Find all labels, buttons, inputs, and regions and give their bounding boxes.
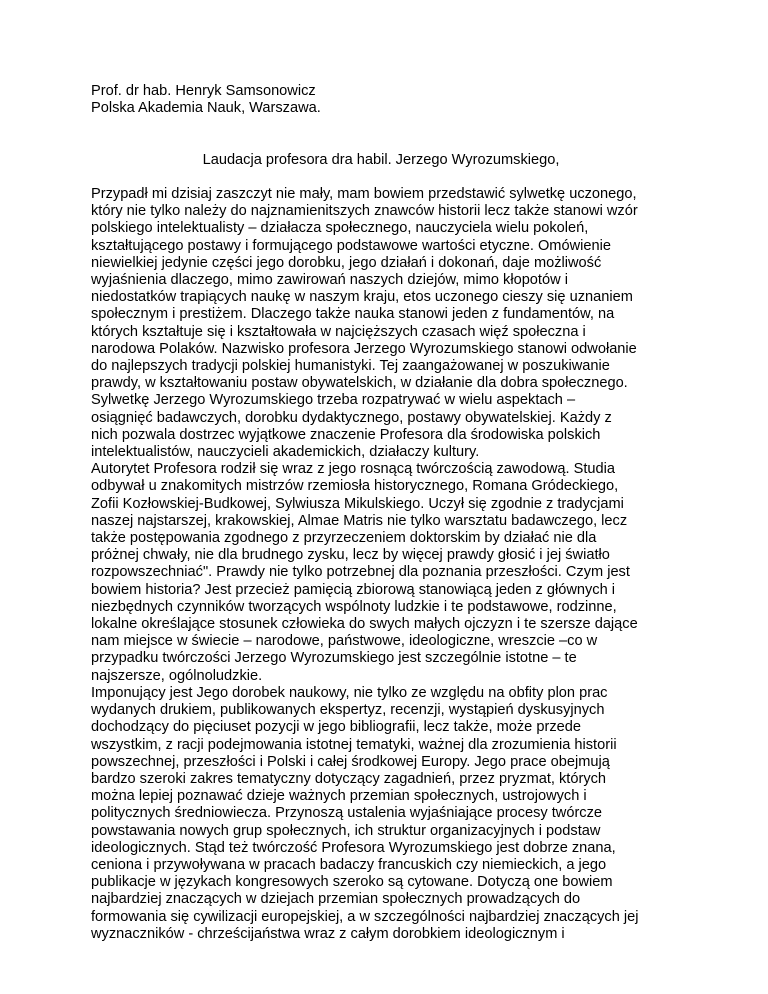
body-line: Przypadł mi dzisiaj zaszczyt nie mały, mam bowiem przedstawić sylwetkę uczonego, bbox=[91, 186, 637, 202]
body-line: ideologicznych. Stąd też twórczość Profesora Wyrozumskiego jest dobrze znana, bbox=[91, 839, 616, 856]
body-line: lokalne określające stosunek człowieka do swych małych ojczyzn i te szersze dające bbox=[91, 616, 638, 633]
body-line: Zofii Kozłowskiej-Budkowej, Sylwiusza Mikulskiego. Uczył się zgodnie z tradycjami bbox=[91, 495, 624, 512]
body-line: Autorytet Profesora rodził się wraz z jego rosnącą twórczością zawodową. Studia bbox=[91, 461, 615, 478]
body-line: bardzo szeroki zakres tematyczny dotyczący zagadnień, przez pryzmat, których bbox=[91, 770, 607, 787]
body-line: Imponujący jest Jego dorobek naukowy, nie tylko ze względu na obfity plon prac bbox=[91, 684, 608, 701]
body-line: odbywał u znakomitych mistrzów rzemiosła historycznego, Romana Gródeckiego, bbox=[91, 478, 619, 495]
body-line: nam miejsce w świecie – narodowe, państwowe, ideologiczne, wreszcie –co w bbox=[91, 633, 598, 650]
body-line: wszystkim, z racji podejmowania istotnej tematyki, ważnej dla zrozumienia historii bbox=[91, 736, 617, 753]
body-line: kształtującego postawy i formującego podstawowe wartości etyczne. Omówienie bbox=[91, 237, 611, 254]
body-line: można lepiej poznawać dzieje ważnych przemian społecznych, ustrojowych i bbox=[91, 788, 587, 805]
body-line: dochodzący do pięciuset pozycji w jego bibliografii, lecz także, może przede bbox=[91, 719, 581, 736]
body-line: społecznym i prestiżem. Dlaczego także nauka stanowi jeden z fundamentów, na bbox=[91, 306, 615, 323]
body-line: formowania się cywilizacji europejskiej, a w szczególności najbardziej znaczących jej bbox=[91, 908, 639, 925]
body-line: powstawania nowych grup społecznych, ich struktur organizacyjnych i podstaw bbox=[91, 822, 601, 839]
body-line: powszechnej, przeszłości i Polski i całej środkowej Europy. Jego prace obejmują bbox=[91, 753, 610, 770]
body-line: Sylwetkę Jerzego Wyrozumskiego trzeba rozpatrywać w wielu aspektach – bbox=[91, 392, 576, 409]
body-line: polskiego intelektualisty – działacza społecznego, nauczyciela wielu pokoleń, bbox=[91, 220, 589, 237]
body-line: politycznych średniowiecza. Przynoszą ustalenia wyjaśniające procesy twórcze bbox=[91, 805, 603, 822]
body-line: których kształtuje się i kształtowała w najcięższych czasach więź społeczna i bbox=[91, 323, 586, 340]
body-line: do najlepszych tradycji polskiej humanistyki. Tej zaangażowanej w poszukiwanie bbox=[91, 358, 610, 375]
body-line: przypadku twórczości Jerzego Wyrozumskiego jest szczególnie istotne – te bbox=[91, 650, 577, 667]
body-line: niezbędnych czynników tworzących wspólnoty ludzkie i te podstawowe, rodzinne, bbox=[91, 598, 617, 615]
body-line: wyjaśnienia dlaczego, mimo zawirowań naszych dziejów, mimo kłopotów i bbox=[91, 272, 568, 289]
body-line: rozpowszechniać". Prawdy nie tylko potrzebnej dla poznania przeszłości. Czym jest bbox=[91, 564, 630, 581]
body-line: wydanych drukiem, publikowanych ekspertyz, recenzji, wystąpień dyskusyjnych bbox=[91, 702, 605, 719]
body-line: niedostatków trapiących naukę w naszym kraju, etos uczonego cieszy się uznaniem bbox=[91, 289, 633, 306]
body-line: bowiem historia? Jest przecież pamięcią zbiorową stanowiącą jeden z głównych i bbox=[91, 581, 616, 598]
body-line: najszersze, ogólnoludzkie. bbox=[91, 667, 263, 684]
body-line: publikacje w językach kongresowych szeroko są cytowane. Dotyczą one bowiem bbox=[91, 874, 613, 891]
author-name: Prof. dr hab. Henryk Samsonowicz bbox=[91, 83, 316, 99]
body-line: także postępowania zgodnego z przyrzeczeniem doktorskim by działać nie dla bbox=[91, 530, 597, 547]
body-line: próżnej chwały, nie dla brudnego zysku, lecz by więcej prawdy głosić i jej światło bbox=[91, 547, 610, 564]
body-line: najbardziej znaczących w dziejach przemian społecznych prowadzących do bbox=[91, 891, 581, 908]
document-title: Laudacja profesora dra habil. Jerzego Wyrozumskiego, bbox=[202, 152, 560, 168]
body-line: prawdy, w kształtowaniu postaw obywatelskich, w działanie dla dobra społecznego. bbox=[91, 375, 628, 392]
body-line: wyznaczników - chrześcijaństwa wraz z całym dorobkiem ideologicznym i bbox=[91, 925, 565, 942]
document-body bbox=[91, 186, 691, 943]
body-line: intelektualistów, nauczycieli akademickich, działaczy kultury. bbox=[91, 444, 480, 461]
body-line: osiągnięć badawczych, dorobku dydaktycznego, postawy obywatelskiej. Każdy z bbox=[91, 409, 612, 426]
body-line: który nie tylko należy do najznamienitszych znawców historii lecz także stanowi wzór bbox=[91, 203, 638, 220]
author-block bbox=[91, 83, 691, 117]
body-line: niewielkiej jedynie części jego dorobku, jego działań i dokonań, daje możliwość bbox=[91, 254, 602, 271]
author-affiliation: Polska Akademia Nauk, Warszawa. bbox=[91, 100, 321, 117]
body-line: naszej najstarszej, krakowskiej, Almae Matris nie tylko warsztatu badawczego, lecz bbox=[91, 512, 628, 529]
body-line: nich pozwala dostrzec wyjątkowe znaczenie Profesora dla środowiska polskich bbox=[91, 426, 601, 443]
body-line: ceniona i przywoływana w pracach badaczy francuskich czy niemieckich, a jego bbox=[91, 856, 607, 873]
body-line: narodowa Polaków. Nazwisko profesora Jerzego Wyrozumskiego stanowi odwołanie bbox=[91, 340, 637, 357]
